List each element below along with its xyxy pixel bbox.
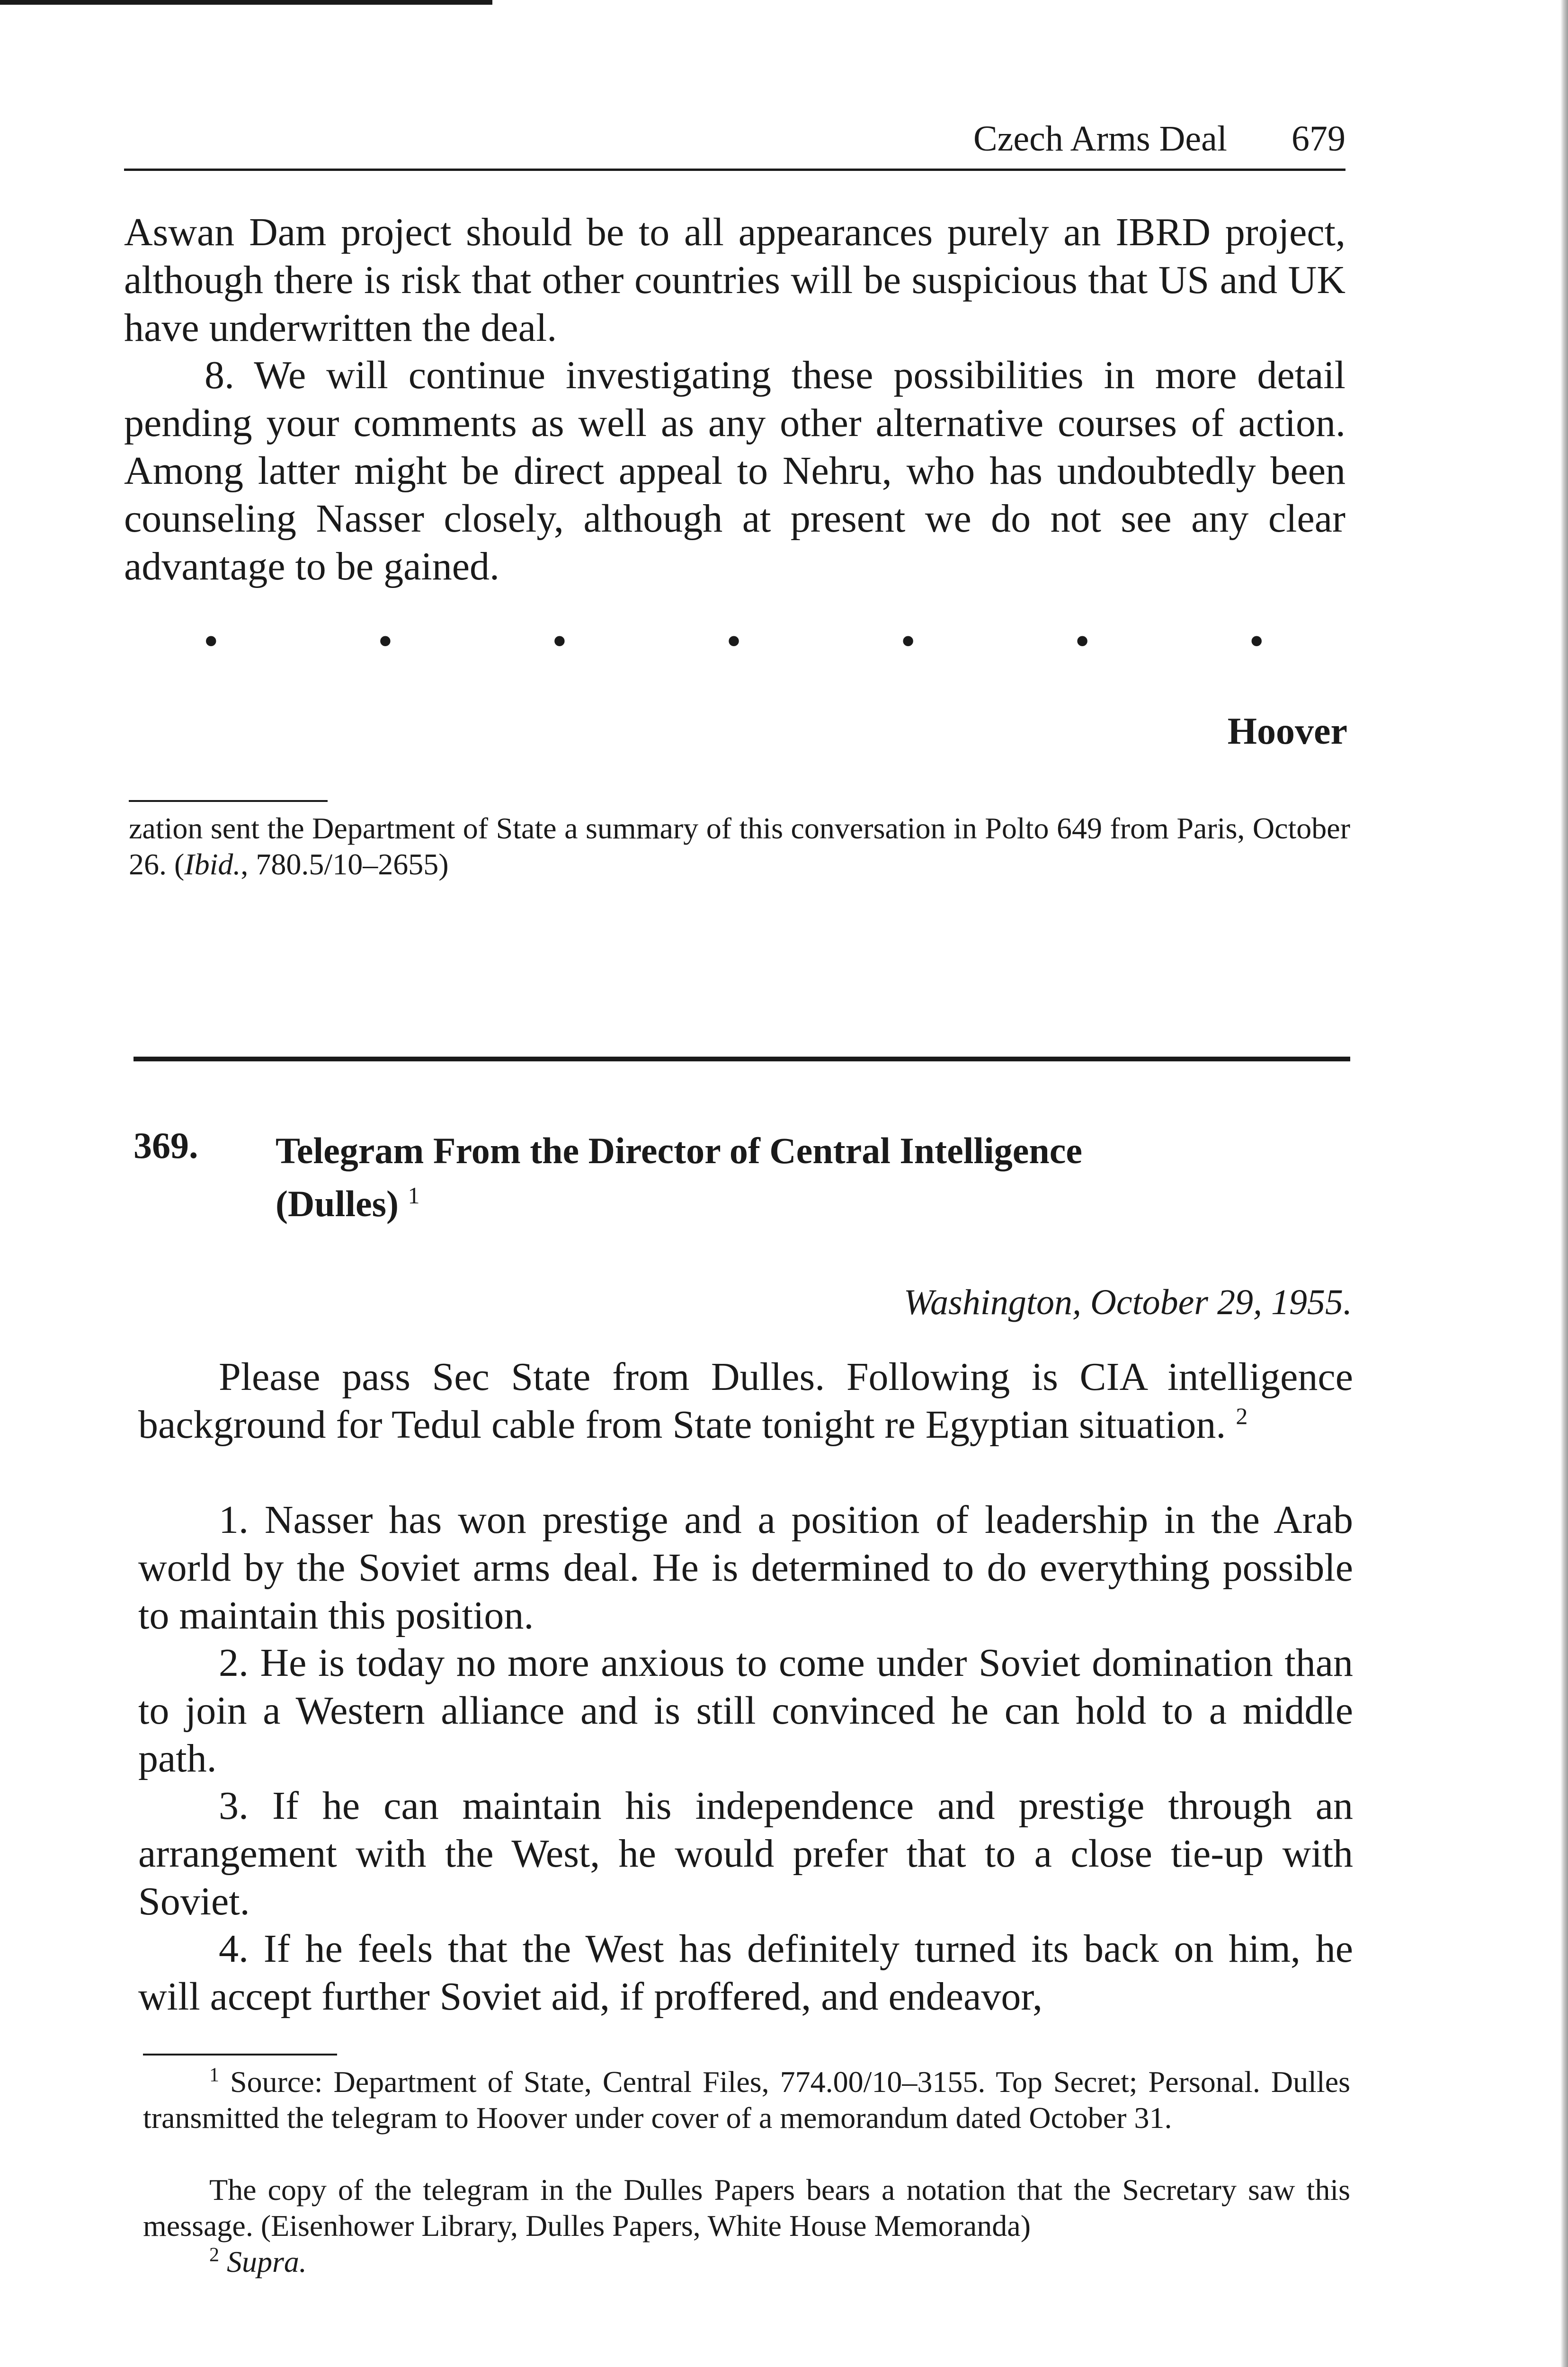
omission-ellipsis	[204, 618, 1264, 665]
ellipsis-dot: •	[1075, 618, 1090, 665]
footnote-1-text: Source: Department of State, Central Files, 774.00/10–3155. Top Secret; Personal. Dulles transmitted the telegram to Hoover under cover of a memorandum dated October 31.	[143, 2065, 1351, 2135]
carried-footnote	[129, 810, 1350, 882]
ellipsis-dot: •	[900, 618, 916, 665]
intro-text: Please pass Sec State from Dulles. Following is CIA intelligence background for Tedul cable from State tonight re Egyptian situation.	[138, 1355, 1353, 1447]
document-number: 369.	[134, 1125, 198, 1166]
ibid-citation: Ibid.	[184, 847, 241, 881]
scan-right-edge	[1560, 0, 1568, 2367]
footnote-2-text: Supra.	[227, 2245, 307, 2278]
ellipsis-dot: •	[1249, 618, 1264, 665]
carried-footnote-citation: , 780.5/10–2655)	[241, 847, 449, 881]
paragraph-4: 4. If he feels that the West has definitely turned its back on him, he will accept further Soviet aid, if proffered, and endeavor,	[138, 1927, 1353, 2019]
document-title	[276, 1124, 1270, 1230]
ellipsis-dot: •	[552, 618, 567, 665]
ellipsis-dot: •	[204, 618, 219, 665]
scan-top-edge	[0, 0, 492, 5]
intro-paragraph	[138, 1353, 1353, 1449]
footnote-rule-bottom	[143, 2054, 337, 2056]
footnote-2	[143, 2244, 1350, 2280]
continuation-paragraph: Aswan Dam project should be to all appearances purely an IBRD project, although there is risk that other countries will be suspicious that US and UK have underwritten the deal.	[124, 210, 1345, 350]
ellipsis-dot: •	[726, 618, 741, 665]
document-title-line1: Telegram From the Director of Central Intelligence	[276, 1130, 1082, 1171]
page-number: 679	[1292, 119, 1345, 159]
footnote-1	[143, 2064, 1350, 2136]
footnote-1-continued: The copy of the telegram in the Dulles Papers bears a notation that the Secretary saw this message. (Eisenhower Library, Dulles Papers, White House Memoranda)	[143, 2173, 1350, 2242]
section-rule	[134, 1057, 1350, 1061]
paragraph-2: 2. He is today no more anxious to come under Soviet domination than to join a Western alliance and is still convinced he can hold to a middle path.	[138, 1641, 1353, 1780]
running-header	[124, 118, 1345, 166]
intro-footnote-ref: 2	[1236, 1403, 1248, 1429]
carried-footnote-text: zation sent the Department of State a summary of this conversation in Polto 649 from Paris, October 26. (	[129, 811, 1350, 881]
ellipsis-dot: •	[378, 618, 393, 665]
footnote-2-marker: 2	[209, 2244, 219, 2266]
paragraph-8: 8. We will continue investigating these possibilities in more detail pending your comments as well as any other alternative courses of action. Among latter might be direct appeal to Nehru, who has undoubtedly been counseling Nasser closely, although at present we do not see any clear advantage to be gained.	[124, 353, 1345, 588]
dateline: Washington, October 29, 1955.	[903, 1282, 1352, 1322]
footnote-1-marker: 1	[209, 2064, 219, 2086]
paragraph-1: 1. Nasser has won prestige and a position of leadership in the Arab world by the Soviet arms deal. He is determined to do everything possible to maintain this position.	[138, 1498, 1353, 1637]
title-footnote-ref: 1	[408, 1182, 420, 1209]
document-title-line2: (Dulles)	[276, 1183, 399, 1224]
signature-hoover: Hoover	[1227, 711, 1347, 752]
footnote-rule-top	[129, 800, 328, 802]
running-title: Czech Arms Deal	[973, 119, 1227, 159]
header-rule	[124, 169, 1345, 171]
paragraph-3: 3. If he can maintain his independence and prestige through an arrangement with the West, he would prefer that to a close tie-up with Soviet.	[138, 1784, 1353, 1923]
